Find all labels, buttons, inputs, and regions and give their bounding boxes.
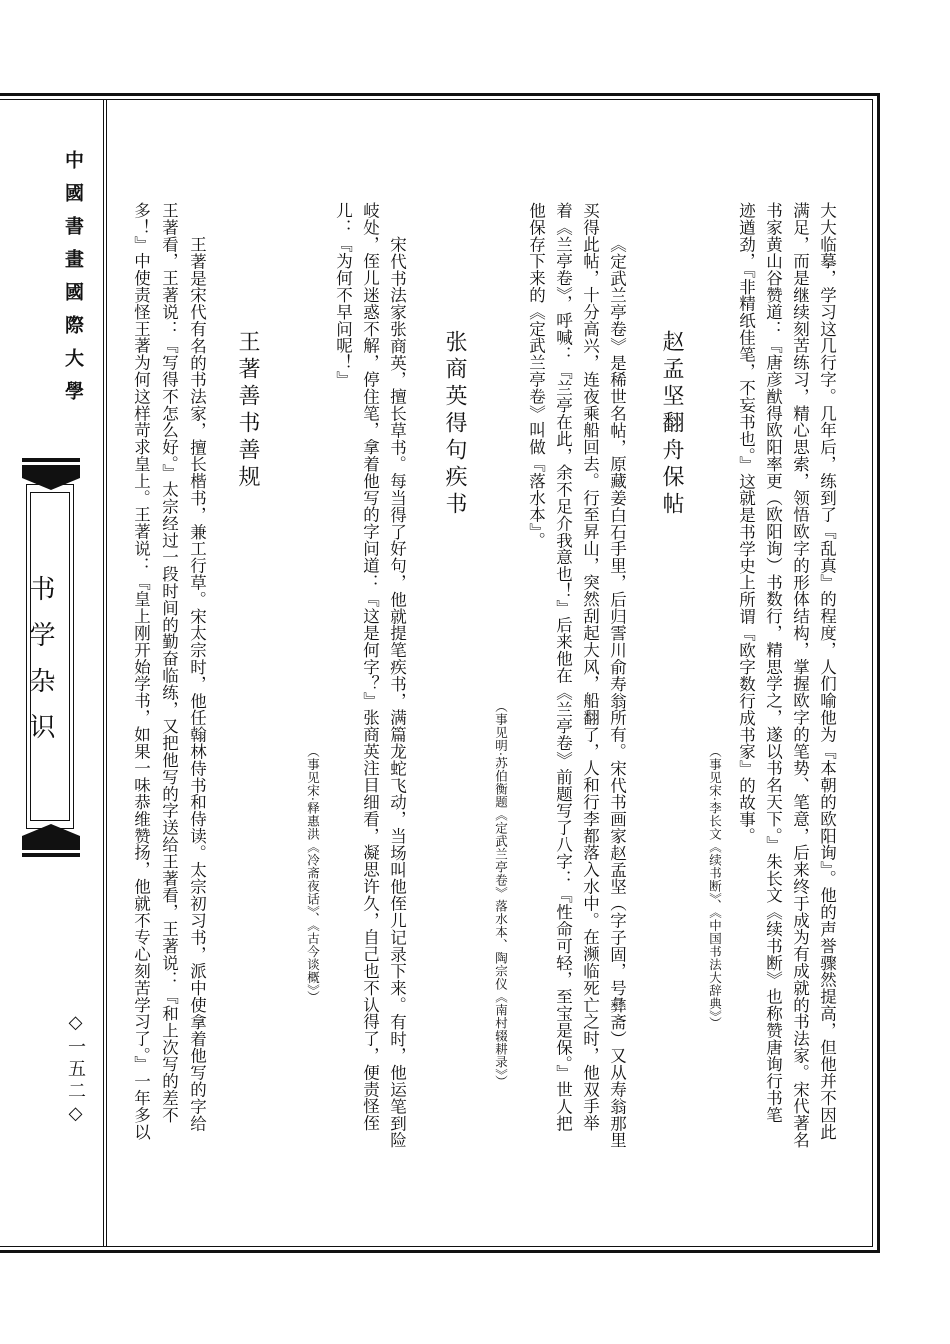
text-column: 他保存下来的《定武兰亭卷》叫做『落水本』。 [526,202,546,549]
source-citation: （事见宋·释惠洪《冷斋夜话》、《古今谈概》） [305,745,321,1004]
text-column: 王著看，王著说：『写得不怎么好。』太宗经过一段时间的勤奋临练，又把他写的字送给王著看，王著说：『和上次写的差不 [159,202,179,1124]
section-title: 书学杂识 [25,575,55,759]
text-column: 满足，而是继续刻苦练习，精心思索，领悟欧字的形体结构，掌握欧字的笔势、笔意，后来终于成为有成就的书法家。宋代著名 [790,202,810,1149]
page-number: ◇一五二◇ [65,1012,86,1128]
university-name: 中國書畫國際大學 [62,150,84,414]
article-title: 王著善书善规 [235,330,260,492]
text-column: 宋代书法家张商英，擅长草书。每当得了好句，他就提笔疾书，满篇龙蛇飞动，当场叫他侄儿记录下来。有时，他运笔到险 [387,236,407,1149]
text-column: 《定武兰亭卷》是稀世名帖，原藏姜白石手里，后归霅川俞寿翁所有。宋代书画家赵孟坚（字子固，号彝斋）又从寿翁那里 [607,236,627,1149]
ornament-bottom-icon [22,824,80,840]
margin-rule-right [106,99,107,1247]
source-citation: （事见宋·李长文《续书断》、《中国书法大辞典》） [707,745,723,1030]
text-column: 买得此帖，十分高兴，连夜乘船回去。行至昇山，突然刮起大风，船翻了，人和行李都落入水中。在濒临死亡之时，他双手举 [580,202,600,1132]
margin-rule-left [103,99,104,1247]
text-column: 书家黄山谷赞道：『唐彦猷得欧阳率更（欧阳询）书数行，精思学之，遂以书名天下。』朱长文《续书断》也称赞唐询行书笔 [763,202,783,1124]
text-column: 迹遒劲，『非精纸佳笔，不妄书也。』这就是书学史上所谓『欧字数行成书家』的故事。 [736,202,756,845]
text-column: 王著是宋代有名的书法家，擅长楷书，兼工行草。宋太宗时，他任翰林侍书和侍读。太宗初习书，派中使拿着他写的字给 [187,236,207,1132]
text-column: 儿：『为何不早问呢！』 [333,202,353,388]
text-column: 着《兰亭卷》，呼喊：『兰亭在此，余不足介我意也！』后来他在《兰亭卷》前题写了八字：『性命可轻，至宝是保。』世人把 [553,202,573,1132]
source-citation: （事见明·苏伯衡题《定武兰亭卷》落水本、陶宗仪《南村辍耕录》） [493,700,509,1089]
text-column: 大大临摹，学习这几行字。几年后，练到了『乱真』的程度，人们喻他为『本朝的欧阳询』。他的声誉骤然提高，但他并不因此 [817,202,837,1141]
text-column: 岐处，侄儿迷惑不解，停住笔，拿着他写的字问道：『这是何字？』张商英注目细看，凝思许久，自己也不认得了，便责怪侄 [360,202,380,1132]
article-title: 赵孟坚翻舟保帖 [659,330,684,519]
text-column: 多！』中使责怪王著为何这样苛求皇上。王著说：『皇上刚开始学书，如果一味恭维赞扬，他就不专心刻苦学习了。』一年多以 [131,202,151,1141]
article-title: 张商英得句疾书 [442,330,467,519]
